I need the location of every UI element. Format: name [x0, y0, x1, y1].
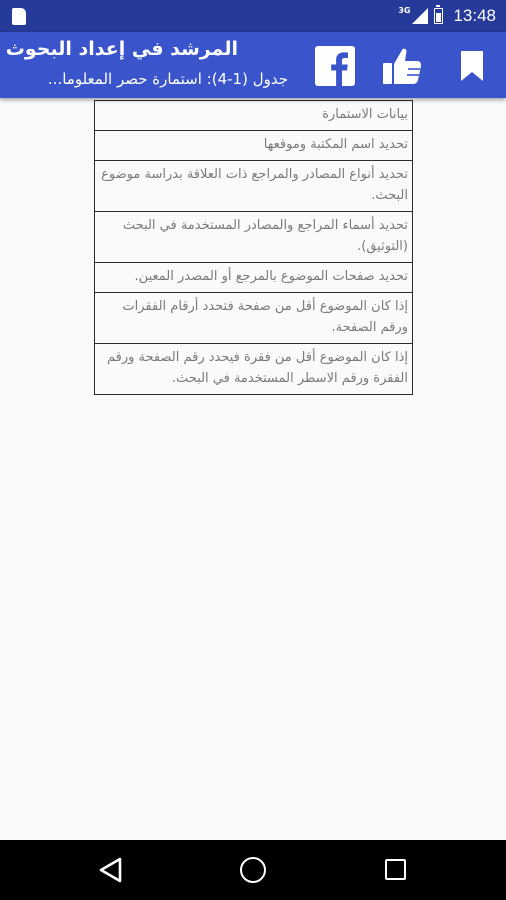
table-row [95, 344, 413, 395]
network-type-label: 3G [398, 5, 411, 15]
table-row [95, 212, 413, 263]
back-icon[interactable] [97, 856, 123, 884]
table-row [95, 293, 413, 344]
table-cell: تحديد اسم المكتبة وموقعها [95, 131, 413, 161]
app-bar [0, 32, 506, 98]
facebook-icon [315, 46, 355, 86]
facebook-button[interactable] [313, 44, 357, 88]
table-cell: تحديد أسماء المراجع والمصادر المستخدمة في البحث (التوثيق). [95, 212, 413, 263]
table-row [95, 101, 413, 131]
table-cell: إذا كان الموضوع أقل من صفحة فتحدد أرقام الفقرات ورقم الصفحة. [95, 293, 413, 344]
table-row [95, 263, 413, 293]
battery-icon [434, 8, 443, 24]
content-area [0, 98, 506, 840]
table-cell: تحديد صفحات الموضوع بالمرجع أو المصدر المعين. [95, 263, 413, 293]
signal-icon [412, 8, 428, 24]
info-table [94, 100, 413, 395]
app-title: المرشد في إعداد البحوث [5, 38, 238, 60]
recent-apps-icon[interactable] [385, 859, 406, 880]
navigation-bar [0, 840, 506, 900]
table-row [95, 131, 413, 161]
table-cell: إذا كان الموضوع أقل من فقرة فيحدد رقم الصفحة ورقم الفقرة ورقم الاسطر المستخدمة في البحث. [95, 344, 413, 395]
table-cell: بيانات الاستمارة [95, 101, 413, 131]
like-icon [381, 46, 423, 86]
sd-card-icon [12, 8, 26, 25]
status-bar [0, 0, 506, 32]
bookmark-button[interactable] [450, 44, 494, 88]
status-indicators [398, 0, 496, 32]
table-row [95, 161, 413, 212]
table-cell: تحديد أنواع المصادر والمراجع ذات العلاقة بدراسة موضوع البحث. [95, 161, 413, 212]
like-button[interactable] [380, 44, 424, 88]
home-icon[interactable] [240, 857, 266, 883]
bookmark-icon [459, 50, 485, 82]
clock: 13:48 [453, 6, 496, 25]
app-subtitle: جدول (1-4): استمارة حصر المعلوما... [47, 70, 288, 88]
